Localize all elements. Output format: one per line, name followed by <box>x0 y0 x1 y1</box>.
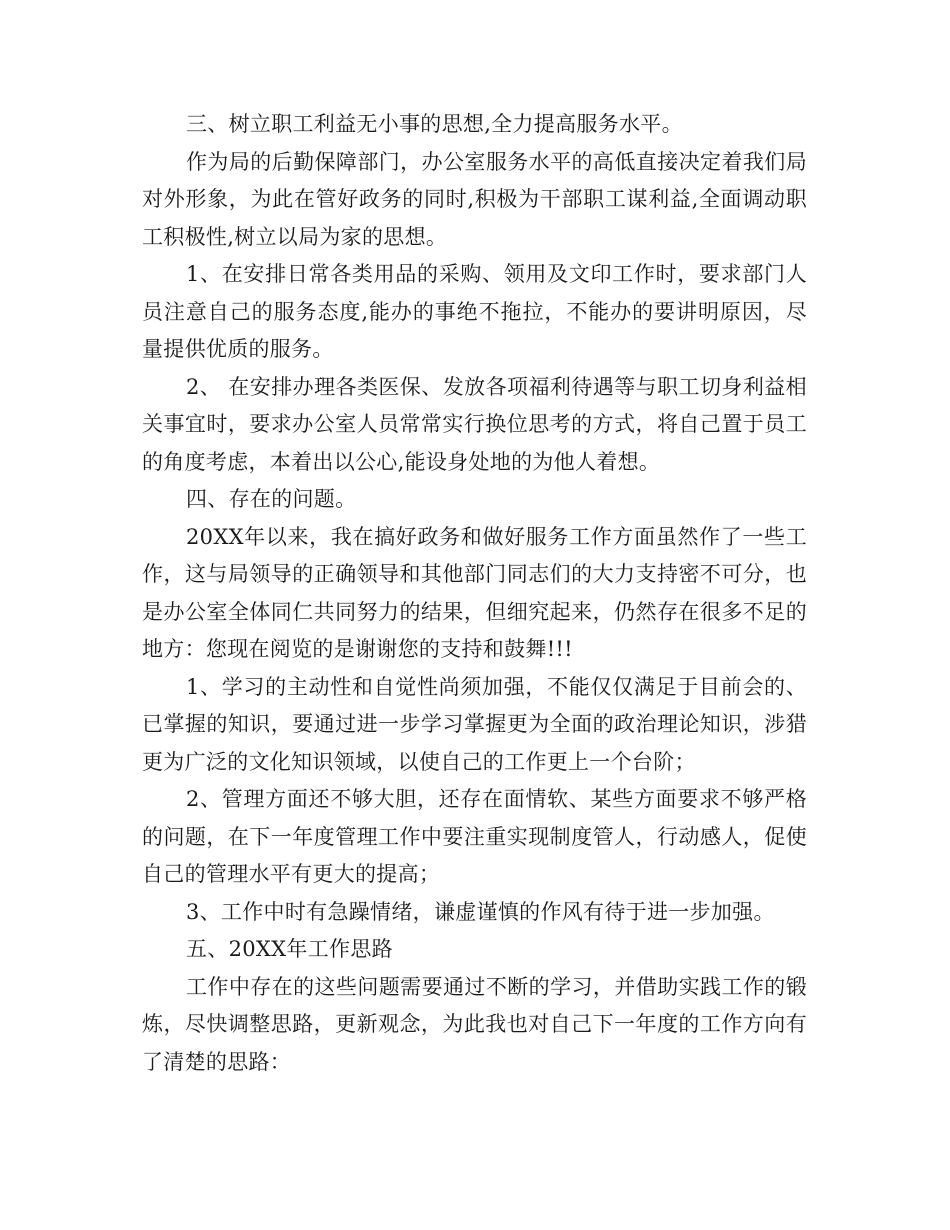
list-item-3: 3、工作中时有急躁情绪，谦虚谨慎的作风有待于进一步加强。 <box>186 899 775 924</box>
document-body <box>142 106 807 1081</box>
section-heading-4: 四、存在的问题。 <box>186 487 357 511</box>
list-item-1: 1、学习的主动性和自觉性尚须加强，不能仅仅满足于目前会的、已掌握的知识，要通过进一步学习掌握更为全面的政治理论知识，涉猎更为广泛的文化知识领域，以使自己的工作更上一个台阶； <box>142 674 807 774</box>
list-item-2: 2、管理方面还不够大胆，还存在面情软、某些方面要求不够严格的问题，在下一年度管理工作中要注重实现制度管人，行动感人，促使自己的管理水平有更大的提高； <box>142 787 807 886</box>
section-heading-5: 五、20XX年工作思路 <box>186 937 393 961</box>
list-item-2: 2、 在安排办理各类医保、发放各项福利待遇等与职工切身利益相关事宜时，要求办公室人员常常实行换位思考的方式，将自己置于员工的角度考虑，本着出以公心,能设身处地的为他人着想。 <box>142 374 807 474</box>
paragraph: 20XX年以来，我在搞好政务和做好服务工作方面虽然作了一些工作，这与局领导的正确领导和其他部门同志们的大力支持密不可分，也是办公室全体同仁共同努力的结果，但细究起来，仍然存在很多不足的地方：您现在阅览的是谢谢您的支持和鼓舞!!! <box>142 524 807 661</box>
section-heading-3: 三、树立职工利益无小事的思想,全力提高服务水平。 <box>186 112 683 136</box>
list-item-1: 1、在安排日常各类用品的采购、领用及文印工作时，要求部门人员注意自己的服务态度,能办的事绝不拖拉，不能办的要讲明原因，尽量提供优质的服务。 <box>142 262 807 361</box>
paragraph: 作为局的后勤保障部门，办公室服务水平的高低直接决定着我们局对外形象，为此在管好政务的同时,积极为干部职工谋利益,全面调动职工积极性,树立以局为家的思想。 <box>142 149 807 249</box>
paragraph: 工作中存在的这些问题需要通过不断的学习，并借助实践工作的锻炼，尽快调整思路，更新观念，为此我也对自己下一年度的工作方向有了清楚的思路： <box>142 974 807 1074</box>
